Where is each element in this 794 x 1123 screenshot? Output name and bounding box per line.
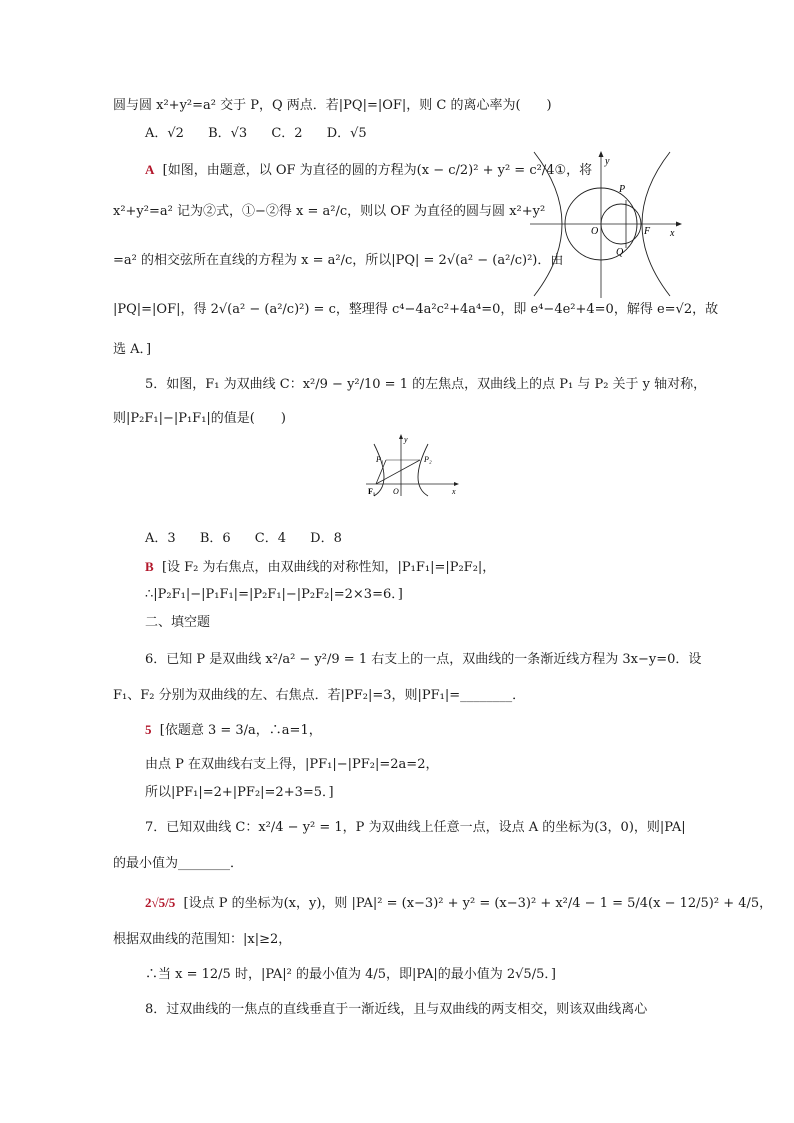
q5-hyperbola-right [418,444,428,496]
q6-stem-1: 6．已知 P 是双曲线 x²/a² − y²/9 = 1 右支上的一点，双曲线的一条渐近线方程为 3x−y=0．设 [145,652,702,667]
q5-label-f1: F₁ [368,487,376,496]
q4-option-a: A．√2 [145,126,184,141]
q5-option-b: B．6 [199,531,231,546]
q8-stem-1: 8．过双曲线的一焦点的直线垂直于一渐近线，且与双曲线的两支相交，则该双曲线离心 [145,1002,648,1017]
q7-sol1: [设点 P 的坐标为(x，y)，则 |PA|² = (x−3)² + y² = (x−3)² + x²/4 − 1 = 5/4(x − 12/5)² + 4/5， [183,896,773,911]
q6-solution-line-1 [145,720,322,741]
q4-solution-line-1 [145,160,592,181]
q5-y-label: y [404,435,408,444]
q5-answer: B [145,559,154,574]
q5-x-arrow [454,482,459,486]
q4-sol1: [如图，由题意，以 OF 为直径的圆的方程为(x − c/2)² + y² = c²/4①，将 [162,163,593,178]
q4-option-b: B．√3 [208,126,248,141]
q5-stem-2: 则|P₂F₁|−|P₁F₁|的值是( ) [113,411,286,426]
q6-sol2: 由点 P 在双曲线右支上得，|PF₁|−|PF₂|=2a=2， [145,757,439,772]
q7-sol2: 根据双曲线的范围知：|x|≥2， [113,932,292,947]
q4-x-label: x [670,228,675,239]
q4-options [145,124,387,144]
q4-y-arrow [599,151,604,157]
q4-sol2: x²+y²=a² 记为②式，①−②得 x = a²/c，则以 OF 为直径的圆与圆 x²+y² [113,204,546,219]
q5-hyperbola-left [374,444,384,496]
q6-answer: 5 [145,722,152,737]
q4-option-d: D．√5 [326,126,367,141]
q4-label-q: Q [616,247,624,258]
q7-sol3: ∴当 x = 12/5 时，|PA|² 的最小值为 4/5，即|PA|的最小值为 2√5/5．] [145,967,556,982]
q5-label-p2: P₂ [424,455,432,464]
q5-x-label: x [452,487,456,496]
q4-label-p: P [619,184,626,195]
q5-option-c: C．4 [254,531,286,546]
q5-option-d: D．8 [310,531,342,546]
q7-answer: 2√5/5 [145,895,176,910]
q7-stem-2: 的最小值为________． [113,856,244,871]
q4-y-label: y [605,156,610,167]
q4-label-f: F [644,226,651,237]
q5-label-p1: P₁ [376,455,384,464]
q4-sol3: =a² 的相交弦所在直线的方程为 x = a²/c，所以|PQ| = 2√(a² − (a²/c)²)．由 [113,253,564,268]
q5-options [145,529,362,549]
q6-sol3: 所以|PF₁|=2+|PF₂|=2+3=5．] [145,785,334,800]
q4-option-c: C．2 [271,126,303,141]
q5-y-arrow [399,434,403,439]
q6-stem-2: F₁、F₂ 分别为双曲线的左、右焦点．若|PF₂|=3，则|PF₁|=________． [113,688,526,703]
q4-stem: 圆与圆 x²+y²=a² 交于 P，Q 两点．若|PQ|=|OF|，则 C 的离心率为( ) [113,98,552,113]
q4-figure [528,148,688,300]
q5-sol1: [设 F₂ 为右焦点，由双曲线的对称性知，|P₁F₁|=|P₂F₂|， [161,560,496,575]
q4-label-o: O [591,226,599,237]
q5-sol2: ∴|P₂F₁|−|P₁F₁|=|P₂F₁|−|P₂F₂|=2×3=6．] [145,587,403,602]
q4-answer: A [145,162,155,177]
section-title: 二、填空题 [145,615,211,630]
q4-x-arrow [676,222,682,227]
q6-sol1: [依题意 3 = 3/a，∴a=1， [159,723,322,738]
q5-option-a: A．3 [145,531,176,546]
q5-figure [362,432,462,498]
q4-sol4: |PQ|=|OF|，得 2√(a² − (a²/c)²) = c，整理得 c⁴−4a²c²+4a⁴=0，即 e⁴−4e²+4=0，解得 e=√2，故 [113,302,719,317]
q5-stem-1: 5．如图，F₁ 为双曲线 C：x²/9 − y²/10 = 1 的左焦点，双曲线上的点 P₁ 与 P₂ 关于 y 轴对称， [145,377,707,392]
q7-solution-line-1 [145,893,772,914]
q5-label-o: O [393,487,399,496]
q7-stem-1: 7．已知双曲线 C：x²/4 − y² = 1，P 为双曲线上任意一点，设点 A 的坐标为(3，0)，则|PA| [145,820,686,835]
q5-solution-line-1 [145,557,495,578]
q4-sol5: 选 A．] [113,342,152,357]
